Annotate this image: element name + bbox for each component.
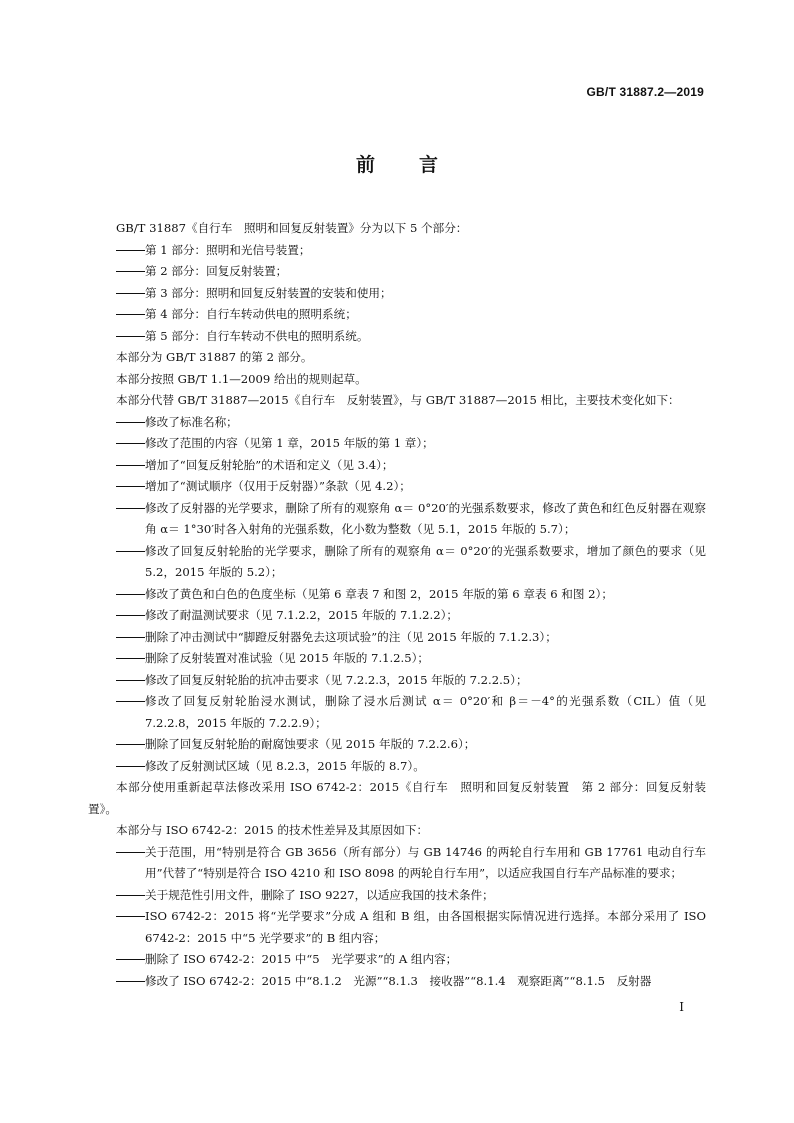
list-item-text: 关于规范性引用文件，删除了 ISO 9227，以适应我国的技术条件；	[145, 887, 494, 902]
paragraph-text: GB/T 31887《自行车 照明和回复反射装置》分为以下 5 个部分：	[116, 221, 468, 235]
list-item	[88, 949, 706, 971]
list-item	[88, 433, 706, 455]
list-item	[88, 541, 706, 584]
em-dash-marker	[116, 766, 145, 767]
em-dash-marker	[116, 981, 145, 982]
page-title: 前言	[355, 154, 482, 176]
list-item	[88, 842, 706, 885]
em-dash-marker	[116, 744, 145, 745]
paragraph	[88, 820, 706, 842]
list-item-text: 第 2 部分：回复反射装置；	[145, 264, 288, 278]
list-item	[88, 283, 706, 305]
list-item-text: 第 3 部分：照明和回复反射装置的安装和使用；	[145, 285, 392, 300]
em-dash-marker	[116, 551, 145, 552]
list-item-text: 第 1 部分：照明和光信号装置；	[145, 242, 311, 257]
list-item-text: 修改了回复反射轮胎浸水测试，删除了浸水后测试 α＝ 0°20′和 β＝－4°的光强系数（CIL）值（见 7.2.2.8，2015 年版的 7.2.2.9）；	[145, 694, 706, 730]
list-item-text: 删除了冲击测试中“脚蹬反射器免去这项试验”的注（见 2015 年版的 7.1.2.3）；	[145, 629, 557, 644]
list-item-text: 修改了耐温测试要求（见 7.1.2.2，2015 年版的 7.1.2.2）；	[145, 608, 458, 622]
em-dash-marker	[116, 594, 145, 595]
list-item-text: 修改了黄色和白色的色度坐标（见第 6 章表 7 和图 2，2015 年版的第 6 章表 6 和图 2）；	[145, 586, 613, 601]
em-dash-marker	[116, 443, 145, 444]
list-item	[88, 605, 706, 627]
list-item	[88, 584, 706, 606]
list-item	[88, 691, 706, 734]
list-item-text: 修改了 ISO 6742-2：2015 中“8.1.2 光源”“8.1.3 接收器”“8.1.4 观察距离”“8.1.5 反射器	[145, 973, 652, 988]
list-item	[88, 971, 706, 993]
paragraph-text: 本部分代替 GB/T 31887—2015《自行车 反射装置》，与 GB/T 31887—2015 相比，主要技术变化如下：	[116, 393, 680, 407]
em-dash-marker	[116, 271, 145, 272]
list-item-text: 修改了反射器的光学要求，删除了所有的观察角 α＝ 0°20′的光强系数要求，修改了黄色和红色反射器在观察角 α＝ 1°30′时各入射角的光强系数，化小数为整数（见 5.1，2015 年版的 5.7）；	[145, 500, 706, 536]
list-item-text: 第 5 部分：自行车转动不供电的照明系统。	[145, 328, 369, 343]
em-dash-marker	[116, 615, 145, 616]
list-item-text: 修改了反射测试区域（见 8.2.3，2015 年版的 8.7）。	[145, 758, 425, 773]
em-dash-marker	[116, 701, 145, 702]
list-item	[88, 476, 706, 498]
em-dash-marker	[116, 680, 145, 681]
foreword-body	[88, 218, 706, 992]
em-dash-marker	[116, 852, 145, 853]
list-item-text: 修改了回复反射轮胎的光学要求，删除了所有的观察角 α＝ 0°20′的光强系数要求，增加了颜色的要求（见 5.2，2015 年版的 5.2）；	[145, 543, 706, 579]
paragraph	[88, 347, 706, 369]
em-dash-marker	[116, 250, 145, 251]
list-item-text: 删除了反射装置对准试验（见 2015 年版的 7.1.2.5）；	[145, 651, 430, 665]
paragraph	[88, 390, 706, 412]
list-item	[88, 304, 706, 326]
list-item	[88, 240, 706, 262]
list-item	[88, 648, 706, 670]
list-item-text: 增加了“回复反射轮胎”的术语和定义（见 3.4）；	[145, 457, 394, 472]
list-item	[88, 885, 706, 907]
standard-number: GB/T 31887.2—2019	[586, 85, 704, 99]
paragraph	[88, 777, 706, 820]
list-item	[88, 670, 706, 692]
list-item	[88, 756, 706, 778]
em-dash-marker	[116, 959, 145, 960]
em-dash-marker	[116, 916, 145, 917]
list-item-text: 增加了“测试顺序（仅用于反射器）”条款（见 4.2）；	[145, 479, 411, 493]
em-dash-marker	[116, 465, 145, 466]
list-item	[88, 498, 706, 541]
em-dash-marker	[116, 422, 145, 423]
em-dash-marker	[116, 658, 145, 659]
list-item	[88, 412, 706, 434]
em-dash-marker	[116, 895, 145, 896]
list-item	[88, 734, 706, 756]
list-item	[88, 261, 706, 283]
paragraph	[88, 218, 706, 240]
page-number: I	[679, 1000, 684, 1014]
em-dash-marker	[116, 637, 145, 638]
em-dash-marker	[116, 336, 145, 337]
paragraph-text: 本部分为 GB/T 31887 的第 2 部分。	[116, 350, 313, 364]
list-item	[88, 326, 706, 348]
list-item-text: 修改了范围的内容（见第 1 章，2015 年版的第 1 章）；	[145, 436, 434, 450]
list-item-text: ISO 6742-2：2015 将“光学要求”分成 A 组和 B 组，由各国根据实际情况进行选择。本部分采用了 ISO 6742-2：2015 中“5 光学要求”的 B 组内容；	[145, 909, 706, 945]
em-dash-marker	[116, 314, 145, 315]
paragraph-text: 本部分使用重新起草法修改采用 ISO 6742-2：2015《自行车 照明和回复反射装置 第 2 部分：回复反射装置》。	[88, 780, 706, 816]
em-dash-marker	[116, 293, 145, 294]
list-item-text: 第 4 部分：自行车转动供电的照明系统；	[145, 307, 357, 321]
list-item-text: 修改了回复反射轮胎的抗冲击要求（见 7.2.2.3，2015 年版的 7.2.2.5）；	[145, 672, 528, 687]
list-item	[88, 455, 706, 477]
list-item-text: 修改了标准名称；	[145, 414, 238, 429]
list-item-text: 关于范围，用“特别是符合 GB 3656（所有部分）与 GB 14746 的两轮自行车用和 GB 17761 电动自行车用”代替了“特别是符合 ISO 4210 和 ISO 8098 的两轮自行车用”，以适应我国自行车产品标准的要求；	[145, 844, 706, 880]
list-item	[88, 906, 706, 949]
em-dash-marker	[116, 486, 145, 487]
list-item-text: 删除了 ISO 6742-2：2015 中“5 光学要求”的 A 组内容；	[145, 952, 458, 966]
paragraph	[88, 369, 706, 391]
paragraph-text: 本部分按照 GB/T 1.1—2009 给出的规则起草。	[116, 371, 367, 386]
list-item-text: 删除了回复反射轮胎的耐腐蚀要求（见 2015 年版的 7.2.2.6）；	[145, 737, 476, 751]
em-dash-marker	[116, 508, 145, 509]
paragraph-text: 本部分与 ISO 6742-2：2015 的技术性差异及其原因如下：	[116, 823, 429, 837]
list-item	[88, 627, 706, 649]
